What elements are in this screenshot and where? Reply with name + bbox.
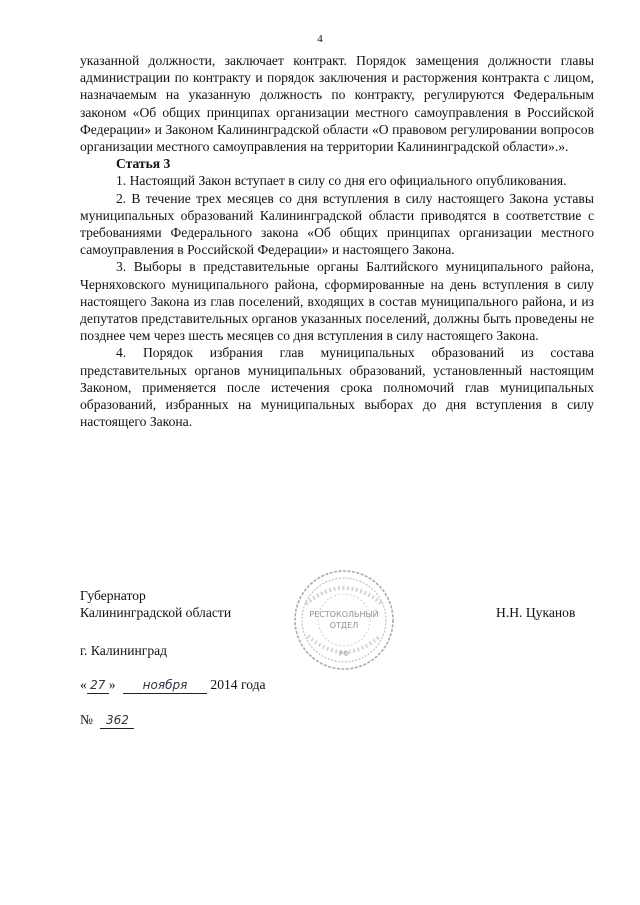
stamp-center-text-line1: РЕСТОКОЛЬНЫЙ	[309, 610, 379, 619]
signatory-title-line2: Калининградской области	[80, 605, 232, 620]
number-value: 362	[100, 713, 134, 729]
page-number: 4	[317, 33, 323, 45]
signing-date	[80, 676, 266, 694]
date-day: 27	[87, 678, 109, 694]
date-month: ноября	[123, 678, 207, 694]
signing-city: г. Калининград	[80, 643, 168, 658]
date-open-quote: «	[80, 677, 87, 692]
document-body	[80, 52, 594, 430]
stamp-seal-graphic	[292, 568, 396, 672]
date-year: 2014 года	[210, 677, 266, 692]
law-number	[80, 711, 134, 729]
article-paragraph-3: 3. Выборы в представительные органы Балтийского муниципального района, Черняховского муниципального района, сформированные на день вступления в силу настоящего Закона из глав поселений, входящих в состав муниципального района, и из депутатов представительных органов указанных поселений, должны быть проведены не позднее чем через шесть месяцев со дня вступления в силу настоящего Закона.	[80, 259, 594, 344]
signatory-name: Н.Н. Цуканов	[496, 605, 576, 620]
date-close-quote: »	[108, 677, 116, 692]
official-stamp	[292, 568, 396, 672]
article-paragraph-4: 4. Порядок избрания глав муниципальных образований из состава представительных органов муниципальных образований, установленный настоящим Законом, применяется после истечения срока полномочий глав муниципальных образований, избранных на муниципальных выборах до дня вступления в силу настоящего Закона.	[80, 345, 594, 430]
signatory-title-line1: Губернатор	[80, 588, 146, 603]
stamp-center-text-line2: ОТДЕЛ	[329, 621, 359, 630]
intro-paragraph: указанной должности, заключает контракт. Порядок замещения должности главы администрации по контракту и порядок заключения и расторжения контракта с лицом, назначаемым на указанную должность по контракту, регулируются Федеральным законом «Об общих принципах организации местного самоуправления в Российской Федерации» и Законом Калининградской области «О правовом регулировании вопросов организации местного самоуправления на территории Калининградской области».».	[80, 53, 594, 155]
stamp-bottom-text: РФ	[338, 650, 350, 658]
article-paragraph-2: 2. В течение трех месяцев со дня вступления в силу настоящего Закона уставы муниципальных образований Калининградской области приводятся в соответствие с требованиями Федерального закона «Об общих принципах организации местного самоуправления в Российской Федерации» и настоящего Закона.	[80, 190, 594, 258]
article-paragraph-1: 1. Настоящий Закон вступает в силу со дня его официального опубликования.	[116, 173, 567, 189]
article-heading: Статья 3	[116, 156, 171, 172]
signatory-title	[80, 587, 231, 621]
number-sign: №	[80, 712, 93, 727]
